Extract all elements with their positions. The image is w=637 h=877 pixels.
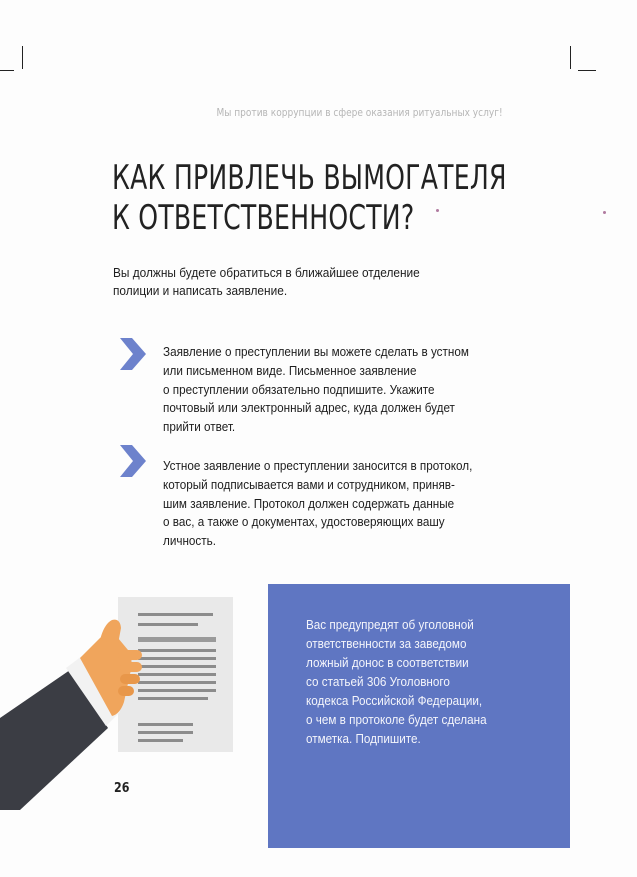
crop-mark bbox=[570, 46, 571, 69]
warning-line: ложный донос в соответствии bbox=[306, 655, 469, 670]
running-head: Мы против коррупции в сфере оказания ритуальных услуг! bbox=[216, 107, 503, 119]
warning-line: Вас предупредят об уголовной bbox=[306, 617, 474, 632]
chevron-right-icon bbox=[120, 338, 146, 370]
bullet-line: или письменном виде. Письменное заявление bbox=[163, 362, 417, 378]
warning-line: кодекса Российской Федерации, bbox=[306, 693, 483, 708]
intro-line: полиции и написать заявление. bbox=[113, 283, 288, 298]
intro-paragraph bbox=[113, 264, 491, 300]
warning-line: о чем в протоколе будет сделана bbox=[306, 712, 487, 727]
page-number: 26 bbox=[114, 781, 130, 796]
bullet-line: почтовый или электронный адрес, куда должен будет bbox=[163, 400, 455, 416]
hand-holding-document-icon bbox=[0, 610, 160, 810]
chevron-right-icon bbox=[120, 445, 146, 477]
intro-line: Вы должны будете обратиться в ближайшее отделение bbox=[113, 265, 420, 280]
bullet-line: о преступлении обязательно подпишите. Укажите bbox=[163, 381, 435, 397]
bullet-item bbox=[163, 457, 505, 551]
crop-mark bbox=[578, 70, 596, 71]
title-line: КАК ПРИВЛЕЧЬ ВЫМОГАТЕЛЯ bbox=[112, 158, 507, 198]
title-line: К ОТВЕТСТВЕННОСТИ? bbox=[112, 198, 415, 238]
bullet-item bbox=[163, 343, 505, 437]
bullet-line: шим заявление. Протокол должен содержать данные bbox=[163, 495, 455, 511]
warning-line: ответственности за заведомо bbox=[306, 636, 467, 651]
warning-text bbox=[306, 615, 522, 748]
page-title bbox=[112, 158, 507, 238]
bullet-line: личность. bbox=[163, 533, 216, 549]
warning-line: отметка. Подпишите. bbox=[306, 731, 421, 746]
crop-mark bbox=[22, 46, 23, 69]
warning-line: со статьей 306 Уголовного bbox=[306, 674, 450, 689]
bullet-line: прийти ответ. bbox=[163, 419, 236, 435]
bullet-line: который подписывается вами и сотрудником, приняв- bbox=[163, 476, 455, 492]
bullet-line: Заявление о преступлении вы можете сделать в устном bbox=[163, 344, 469, 359]
bullet-line: Устное заявление о преступлении заносится в протокол, bbox=[163, 458, 473, 473]
bullet-line: о вас, а также о документах, удостоверяющих вашу bbox=[163, 514, 445, 530]
crop-mark bbox=[0, 70, 14, 71]
scan-speck bbox=[603, 211, 606, 214]
